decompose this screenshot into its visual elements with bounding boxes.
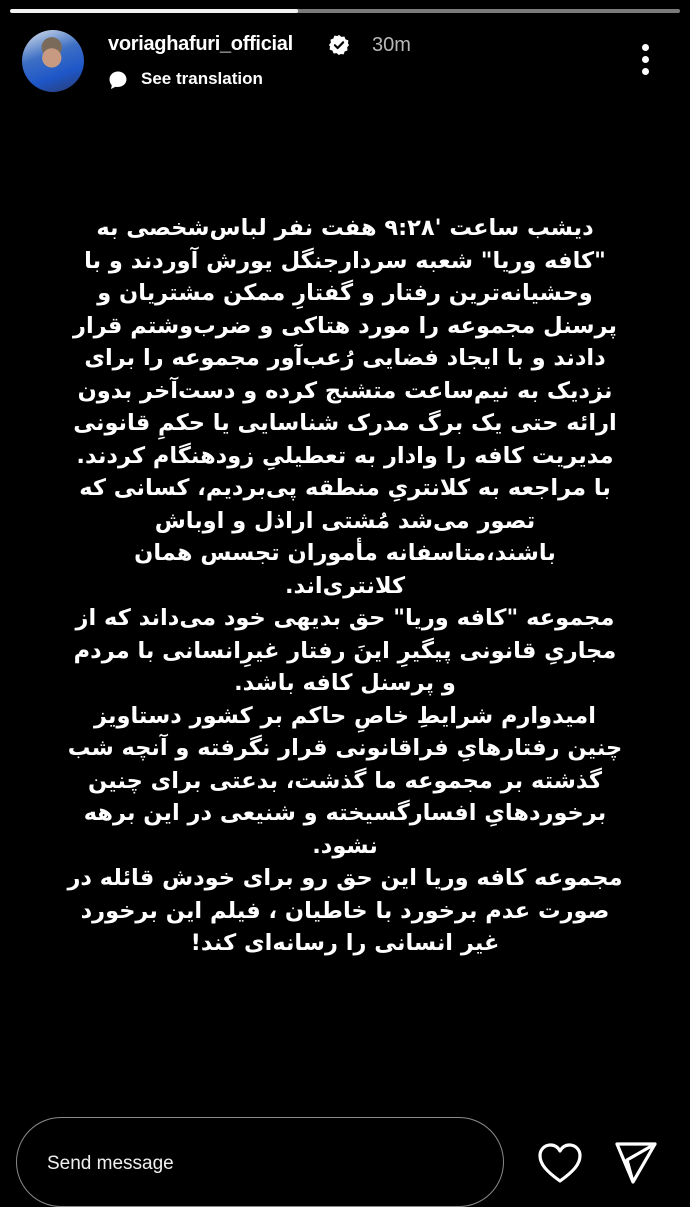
story-line: تصور می‌شد مُشتی اراذل و اوباش: [154, 507, 536, 534]
send-icon[interactable]: [614, 1140, 658, 1186]
verified-badge-icon: [328, 34, 350, 56]
more-dot: [642, 56, 649, 63]
story-line: برخوردهایِ افسارگسیخته و شنیعی در این برهه: [83, 800, 607, 826]
story-line: نزدیک به نیم‌ساعت متشنج کرده و دست‌آخر بدون: [77, 377, 613, 404]
story-line: مجموعه کافه وریا این حق رو برای خودش قائله در: [67, 865, 623, 891]
story-line: صورت عدم برخورد با خاطیان ، فیلم این برخورد: [80, 897, 610, 924]
story-line: چنین رفتارهایِ فراقانونی قرار نگرفته و آنچه شب: [67, 735, 623, 761]
story-footer: [0, 1115, 690, 1200]
story-line: دادند و با ایجاد فضایی رُعب‌آور مجموعه را برای: [84, 345, 606, 371]
story-line: وحشیانه‌ترین رفتار و گفتارِ ممکن مشتریان و: [97, 280, 593, 306]
story-line: گذشته بر مجموعه ما گذشت، بدعتی برای چنین: [88, 767, 602, 794]
more-dot: [642, 68, 649, 75]
story-line: باشند،متاسفانه مأموران تجسس همان: [134, 540, 556, 566]
story-line: مجموعه "کافه وریا" حق بدیهی خود می‌داند که از: [75, 605, 615, 631]
username[interactable]: voriaghafuri_official: [108, 33, 293, 55]
story-line: کلانتری‌اند.: [284, 572, 406, 599]
story-line: غیر انسانی را رسانه‌ای کند!: [190, 930, 500, 956]
story-line: و پرسنل کافه باشد.: [234, 670, 456, 696]
see-translation-label: See translation: [141, 69, 263, 88]
story-line: نشود.: [312, 832, 378, 859]
story-line: مجاریِ قانونی پیگیرِ اینَ رفتار غیرِانسانی با مردم: [73, 637, 617, 664]
send-message-input[interactable]: [16, 1117, 504, 1207]
send-message-placeholder: Send message: [47, 1153, 174, 1174]
story-progress-bar: [10, 9, 680, 13]
story-line: با مراجعه به کلانتریِ منطقه پی‌بردیم، کسانی که: [79, 475, 611, 501]
story-line: پرسنل مجموعه را مورد هتاکی و ضرب‌وشتم قرار: [73, 312, 617, 339]
story-progress-fill: [10, 9, 298, 13]
story-line: امیدوارم شرایطِ خاصِ حاکم بر کشور دستاویز: [94, 702, 596, 729]
speech-bubble-icon: [108, 70, 128, 90]
more-options-button[interactable]: [640, 44, 650, 78]
more-vertical-icon: [642, 44, 649, 51]
avatar[interactable]: [22, 30, 84, 92]
story-line: دیشب ساعت '۹:۲۸ هفت نفر لباس‌شخصی به: [96, 215, 594, 241]
story-text: [30, 212, 660, 960]
heart-icon[interactable]: [536, 1141, 584, 1185]
story-line: مدیریت کافه را وادار به تعطیلیِ زودهنگام کردند.: [76, 442, 614, 469]
timestamp: 30m: [372, 34, 411, 56]
story-line: ارائه حتی یک برگ مدرک شناسایی یا حکمِ قانونی: [73, 410, 617, 436]
story-line: "کافه وریا" شعبه سردارجنگل یورش آوردند و با: [84, 247, 606, 274]
story-header: [22, 30, 670, 92]
